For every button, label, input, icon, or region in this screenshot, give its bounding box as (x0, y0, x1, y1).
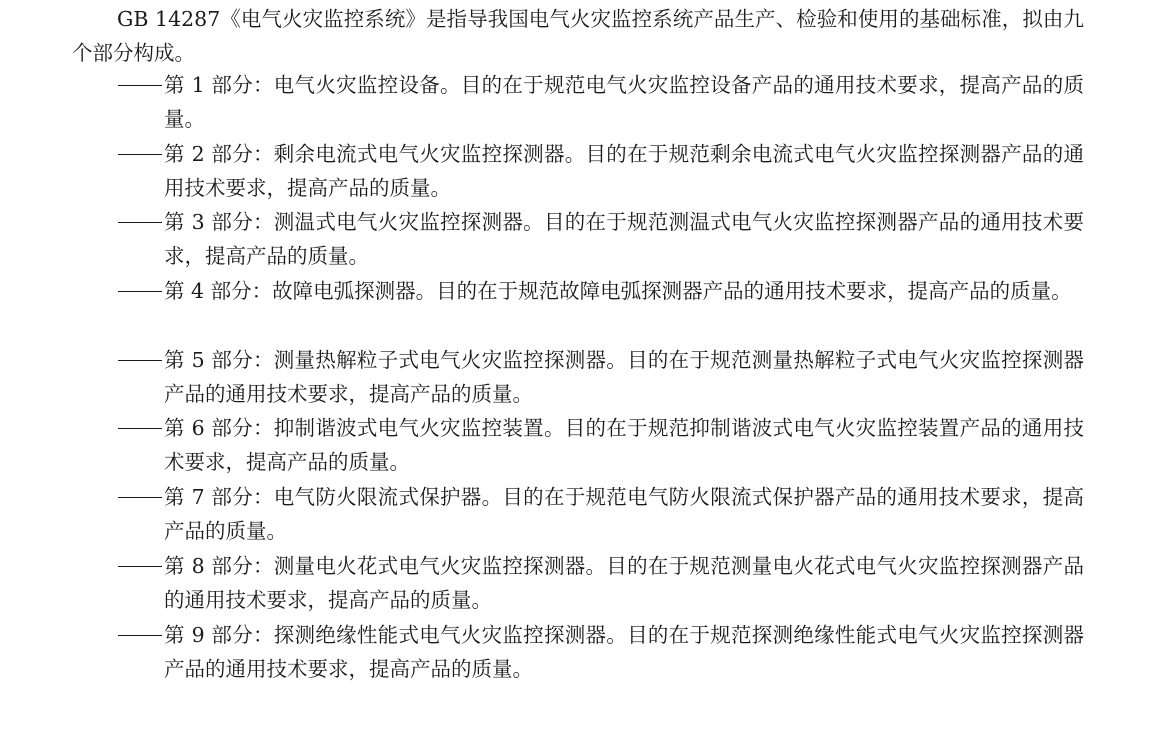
part-item-5 (118, 343, 1084, 412)
part-text: 第 8 部分：测量电火花式电气火灾监控探测器。目的在于规范测量电火花式电气火灾监控探测器产品的通用技术要求，提高产品的质量。 (164, 553, 1084, 612)
part-text: 第 9 部分：探测绝缘性能式电气火灾监控探测器。目的在于规范探测绝缘性能式电气火灾监控探测器产品的通用技术要求，提高产品的质量。 (164, 622, 1084, 681)
part-text: 第 3 部分：测温式电气火灾监控探测器。目的在于规范测温式电气火灾监控探测器产品的通用技术要求，提高产品的质量。 (164, 210, 1084, 269)
intro-paragraph: GB 14287《电气火灾监控系统》是指导我国电气火灾监控系统产品生产、检验和使用的基础标准，拟由九个部分构成。 (72, 7, 1084, 65)
part-item-9 (118, 618, 1084, 687)
part-item-6 (118, 411, 1084, 480)
part-text: 第 1 部分：电气火灾监控设备。目的在于规范电气火灾监控设备产品的通用技术要求，提高产品的质量。 (164, 73, 1084, 131)
part-text: 第 7 部分：电气防火限流式保护器。目的在于规范电气防火限流式保护器产品的通用技术要求，提高产品的质量。 (164, 485, 1084, 544)
part-item-8 (118, 549, 1084, 618)
part-text: 第 5 部分：测量热解粒子式电气火灾监控探测器。目的在于规范测量热解粒子式电气火灾监控探测器产品的通用技术要求，提高产品的质量。 (164, 347, 1084, 406)
part-item-3 (118, 205, 1084, 274)
part-item-4 (118, 274, 1084, 343)
parts-list (118, 68, 1084, 686)
part-item-7 (118, 480, 1084, 549)
part-item-2 (118, 137, 1084, 206)
part-item-1 (118, 68, 1084, 137)
part-text: 第 2 部分：剩余电流式电气火灾监控探测器。目的在于规范剩余电流式电气火灾监控探测器产品的通用技术要求，提高产品的质量。 (164, 141, 1084, 200)
part-text: 第 6 部分：抑制谐波式电气火灾监控装置。目的在于规范抑制谐波式电气火灾监控装置产品的通用技术要求，提高产品的质量。 (164, 416, 1084, 475)
part-text: 第 4 部分：故障电弧探测器。目的在于规范故障电弧探测器产品的通用技术要求，提高产品的质量。 (164, 279, 1072, 304)
